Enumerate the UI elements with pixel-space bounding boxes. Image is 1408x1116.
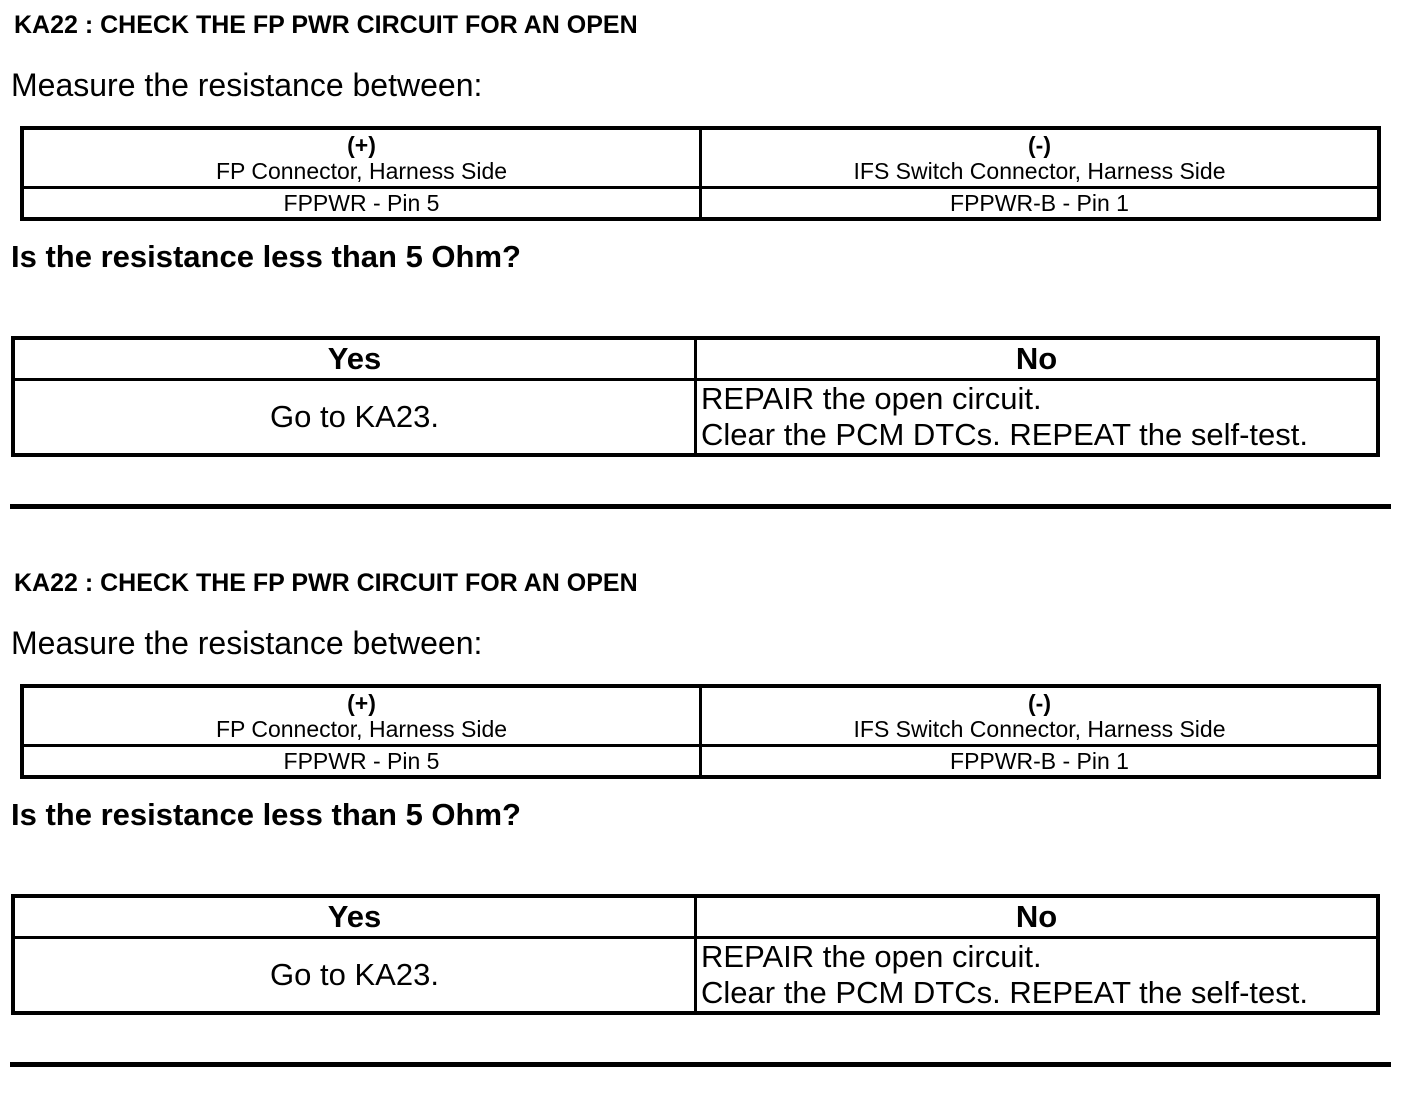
- no-action: [696, 938, 1379, 1014]
- negative-sign: (-): [1028, 690, 1051, 716]
- no-action-line: Clear the PCM DTCs. REPEAT the self-test.: [701, 975, 1308, 1010]
- negative-connector-label: IFS Switch Connector, Harness Side: [853, 716, 1226, 742]
- no-header: No: [696, 896, 1379, 938]
- no-action-line: Clear the PCM DTCs. REPEAT the self-test.: [701, 417, 1308, 452]
- section-divider: [10, 504, 1391, 509]
- measure-instruction: Measure the resistance between:: [11, 625, 483, 661]
- positive-probe-header: [22, 686, 701, 746]
- positive-pin-value: FPPWR - Pin 5: [22, 746, 701, 778]
- positive-connector-label: FP Connector, Harness Side: [215, 716, 508, 742]
- test-step-section: [0, 558, 1408, 1116]
- pin-measurement-table: [20, 684, 1381, 779]
- no-header: No: [696, 338, 1379, 380]
- resistance-question: Is the resistance less than 5 Ohm?: [11, 239, 521, 274]
- measure-instruction: Measure the resistance between:: [11, 67, 483, 103]
- negative-connector-label: IFS Switch Connector, Harness Side: [853, 158, 1226, 184]
- no-action-line: REPAIR the open circuit.: [701, 939, 1042, 974]
- yes-action: Go to KA23.: [13, 380, 696, 456]
- negative-probe-header: [701, 128, 1380, 188]
- step-title: KA22 : CHECK THE FP PWR CIRCUIT FOR AN OPEN: [14, 11, 638, 39]
- negative-sign: (-): [1028, 132, 1051, 158]
- positive-probe-header: [22, 128, 701, 188]
- yes-header: Yes: [13, 896, 696, 938]
- result-table: [11, 894, 1380, 1015]
- result-table: [11, 336, 1380, 457]
- positive-sign: (+): [347, 690, 376, 716]
- yes-action: Go to KA23.: [13, 938, 696, 1014]
- positive-sign: (+): [347, 132, 376, 158]
- pin-measurement-table: [20, 126, 1381, 221]
- resistance-question: Is the resistance less than 5 Ohm?: [11, 797, 521, 832]
- yes-header: Yes: [13, 338, 696, 380]
- step-title: KA22 : CHECK THE FP PWR CIRCUIT FOR AN OPEN: [14, 569, 638, 597]
- negative-probe-header: [701, 686, 1380, 746]
- positive-connector-label: FP Connector, Harness Side: [215, 158, 508, 184]
- positive-pin-value: FPPWR - Pin 5: [22, 188, 701, 220]
- no-action-line: REPAIR the open circuit.: [701, 381, 1042, 416]
- negative-pin-value: FPPWR-B - Pin 1: [701, 746, 1380, 778]
- no-action: [696, 380, 1379, 456]
- section-divider: [10, 1062, 1391, 1067]
- negative-pin-value: FPPWR-B - Pin 1: [701, 188, 1380, 220]
